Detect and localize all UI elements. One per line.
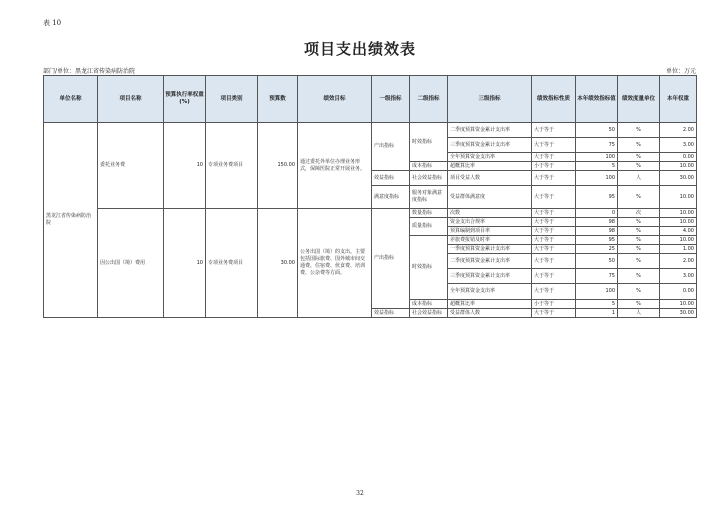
nature-cell: 小于等于 bbox=[532, 162, 576, 171]
unit-label: 单位：万元 bbox=[665, 68, 696, 75]
target-value-cell: 98 bbox=[576, 218, 618, 227]
level3-indicator-cell: 全年预算资金支出率 bbox=[448, 153, 532, 162]
level3-indicator-cell: 二季度预算资金累计支出率 bbox=[448, 123, 532, 138]
nature-cell: 大于等于 bbox=[532, 123, 576, 138]
weight-cell: 10.00 bbox=[660, 162, 697, 171]
level3-indicator-cell: 全年预算资金支出率 bbox=[448, 284, 532, 300]
weight-cell: 0.00 bbox=[660, 153, 697, 162]
project-category-cell: 专项业务费项目 bbox=[206, 123, 258, 209]
header-cell: 三级指标 bbox=[448, 76, 532, 123]
header-cell: 项目名称 bbox=[98, 76, 164, 123]
project-name-cell: 因公出国（境）费用 bbox=[98, 209, 164, 318]
performance-table bbox=[43, 75, 697, 318]
level3-indicator-cell: 项目受益人数 bbox=[448, 171, 532, 186]
weight-cell: 10.00 bbox=[660, 218, 697, 227]
level2-indicator-cell: 时效指标 bbox=[410, 236, 448, 300]
target-value-cell: 50 bbox=[576, 123, 618, 138]
exec-weight-cell: 10 bbox=[164, 123, 206, 209]
nature-cell: 大于等于 bbox=[532, 309, 576, 318]
nature-cell: 大于等于 bbox=[532, 227, 576, 236]
nature-cell: 大于等于 bbox=[532, 218, 576, 227]
target-value-cell: 5 bbox=[576, 300, 618, 309]
level1-indicator-cell: 效益指标 bbox=[372, 171, 410, 186]
target-value-cell: 25 bbox=[576, 245, 618, 254]
nature-cell: 大于等于 bbox=[532, 171, 576, 186]
header-cell: 一级指标 bbox=[372, 76, 410, 123]
level3-indicator-cell: 超概算比率 bbox=[448, 162, 532, 171]
nature-cell: 大于等于 bbox=[532, 269, 576, 284]
measure-unit-cell: % bbox=[618, 300, 660, 309]
table-row bbox=[44, 123, 697, 138]
measure-unit-cell: % bbox=[618, 123, 660, 138]
weight-cell: 3.00 bbox=[660, 269, 697, 284]
weight-cell: 2.00 bbox=[660, 254, 697, 269]
nature-cell: 小于等于 bbox=[532, 300, 576, 309]
measure-unit-cell: % bbox=[618, 218, 660, 227]
budget-cell: 150.00 bbox=[258, 123, 298, 209]
header-row bbox=[44, 76, 697, 123]
nature-cell: 大于等于 bbox=[532, 138, 576, 153]
measure-unit-cell: % bbox=[618, 162, 660, 171]
project-name-cell: 委托业务费 bbox=[98, 123, 164, 209]
header-cell: 本年绩效指标值 bbox=[576, 76, 618, 123]
level1-indicator-cell: 产出指标 bbox=[372, 209, 410, 309]
level3-indicator-cell: 预算编制到项目率 bbox=[448, 227, 532, 236]
level1-indicator-cell: 满意度指标 bbox=[372, 186, 410, 209]
target-value-cell: 100 bbox=[576, 153, 618, 162]
header-cell: 单位名称 bbox=[44, 76, 98, 123]
target-value-cell: 100 bbox=[576, 171, 618, 186]
weight-cell: 10.00 bbox=[660, 300, 697, 309]
unit-name-cell: 黑龙江省传染病防治院 bbox=[44, 123, 98, 318]
level3-indicator-cell: 一季度预算资金累计支出率 bbox=[448, 245, 532, 254]
level3-indicator-cell: 资金支出合规率 bbox=[448, 218, 532, 227]
header-cell: 项目类别 bbox=[206, 76, 258, 123]
nature-cell: 大于等于 bbox=[532, 284, 576, 300]
nature-cell: 大于等于 bbox=[532, 254, 576, 269]
weight-cell: 10.00 bbox=[660, 236, 697, 245]
target-value-cell: 95 bbox=[576, 186, 618, 209]
nature-cell: 大于等于 bbox=[532, 209, 576, 218]
weight-cell: 4.00 bbox=[660, 227, 697, 236]
measure-unit-cell: % bbox=[618, 227, 660, 236]
header-cell: 本年权重 bbox=[660, 76, 697, 123]
weight-cell: 30.00 bbox=[660, 171, 697, 186]
level1-indicator-cell: 效益指标 bbox=[372, 309, 410, 318]
level3-indicator-cell: 次数 bbox=[448, 209, 532, 218]
weight-cell: 2.00 bbox=[660, 123, 697, 138]
header-cell: 绩效度量单位 bbox=[618, 76, 660, 123]
target-value-cell: 75 bbox=[576, 138, 618, 153]
nature-cell: 大于等于 bbox=[532, 186, 576, 209]
weight-cell: 10.00 bbox=[660, 209, 697, 218]
weight-cell: 0.00 bbox=[660, 284, 697, 300]
measure-unit-cell: 人 bbox=[618, 171, 660, 186]
weight-cell: 3.00 bbox=[660, 138, 697, 153]
level2-indicator-cell: 服务对象满意度指标 bbox=[410, 186, 448, 209]
target-value-cell: 98 bbox=[576, 227, 618, 236]
weight-cell: 10.00 bbox=[660, 186, 697, 209]
nature-cell: 大于等于 bbox=[532, 153, 576, 162]
table-body bbox=[44, 123, 697, 318]
project-category-cell: 专项业务费项目 bbox=[206, 209, 258, 318]
measure-unit-cell: % bbox=[618, 138, 660, 153]
goal-cell: 公务出国（境）的支出。主要包括国际旅费、国外城市间交通费、住宿费、伙食费、培训费、公杂费等方面。 bbox=[298, 209, 372, 318]
level3-indicator-cell: 三季度预算资金累计支出率 bbox=[448, 138, 532, 153]
nature-cell: 大于等于 bbox=[532, 245, 576, 254]
budget-cell: 30.00 bbox=[258, 209, 298, 318]
measure-unit-cell: % bbox=[618, 245, 660, 254]
weight-cell: 30.00 bbox=[660, 309, 697, 318]
level3-indicator-cell: 受益群体满意度 bbox=[448, 186, 532, 209]
header-cell: 绩效指标性质 bbox=[532, 76, 576, 123]
level2-indicator-cell: 时效指标 bbox=[410, 123, 448, 162]
level3-indicator-cell: 二季度预算资金累计支出率 bbox=[448, 254, 532, 269]
measure-unit-cell: % bbox=[618, 254, 660, 269]
page-number: 32 bbox=[356, 490, 364, 497]
weight-cell: 1.00 bbox=[660, 245, 697, 254]
level2-indicator-cell: 数量指标 bbox=[410, 209, 448, 218]
table-row bbox=[44, 209, 697, 218]
target-value-cell: 50 bbox=[576, 254, 618, 269]
level3-indicator-cell: 受益群体人数 bbox=[448, 309, 532, 318]
level3-indicator-cell: 三季度预算资金累计支出率 bbox=[448, 269, 532, 284]
nature-cell: 大于等于 bbox=[532, 236, 576, 245]
target-value-cell: 1 bbox=[576, 309, 618, 318]
target-value-cell: 95 bbox=[576, 236, 618, 245]
level2-indicator-cell: 社会效益指标 bbox=[410, 171, 448, 186]
header-cell: 二级指标 bbox=[410, 76, 448, 123]
level3-indicator-cell: 差旅费报销及时率 bbox=[448, 236, 532, 245]
target-value-cell: 0 bbox=[576, 209, 618, 218]
header-cell: 预算执行率权重(%) bbox=[164, 76, 206, 123]
measure-unit-cell: % bbox=[618, 153, 660, 162]
measure-unit-cell: % bbox=[618, 269, 660, 284]
department-label: 部门/单位：黑龙江省传染病防治院 bbox=[43, 68, 136, 75]
level2-indicator-cell: 成本指标 bbox=[410, 300, 448, 309]
header-cell: 预算数 bbox=[258, 76, 298, 123]
level2-indicator-cell: 质量指标 bbox=[410, 218, 448, 236]
level3-indicator-cell: 超概算比率 bbox=[448, 300, 532, 309]
target-value-cell: 75 bbox=[576, 269, 618, 284]
measure-unit-cell: 人 bbox=[618, 309, 660, 318]
target-value-cell: 100 bbox=[576, 284, 618, 300]
page-title: 项目支出绩效表 bbox=[303, 40, 416, 58]
measure-unit-cell: % bbox=[618, 236, 660, 245]
measure-unit-cell: % bbox=[618, 186, 660, 209]
table-number: 表 10 bbox=[43, 19, 62, 27]
exec-weight-cell: 10 bbox=[164, 209, 206, 318]
header-cell: 绩效目标 bbox=[298, 76, 372, 123]
level2-indicator-cell: 成本指标 bbox=[410, 162, 448, 171]
target-value-cell: 5 bbox=[576, 162, 618, 171]
level1-indicator-cell: 产出指标 bbox=[372, 123, 410, 171]
level2-indicator-cell: 社会效益指标 bbox=[410, 309, 448, 318]
measure-unit-cell: % bbox=[618, 284, 660, 300]
goal-cell: 通过委托外单位办理业务形式，保障医院正常开展业务。 bbox=[298, 123, 372, 209]
measure-unit-cell: 次 bbox=[618, 209, 660, 218]
